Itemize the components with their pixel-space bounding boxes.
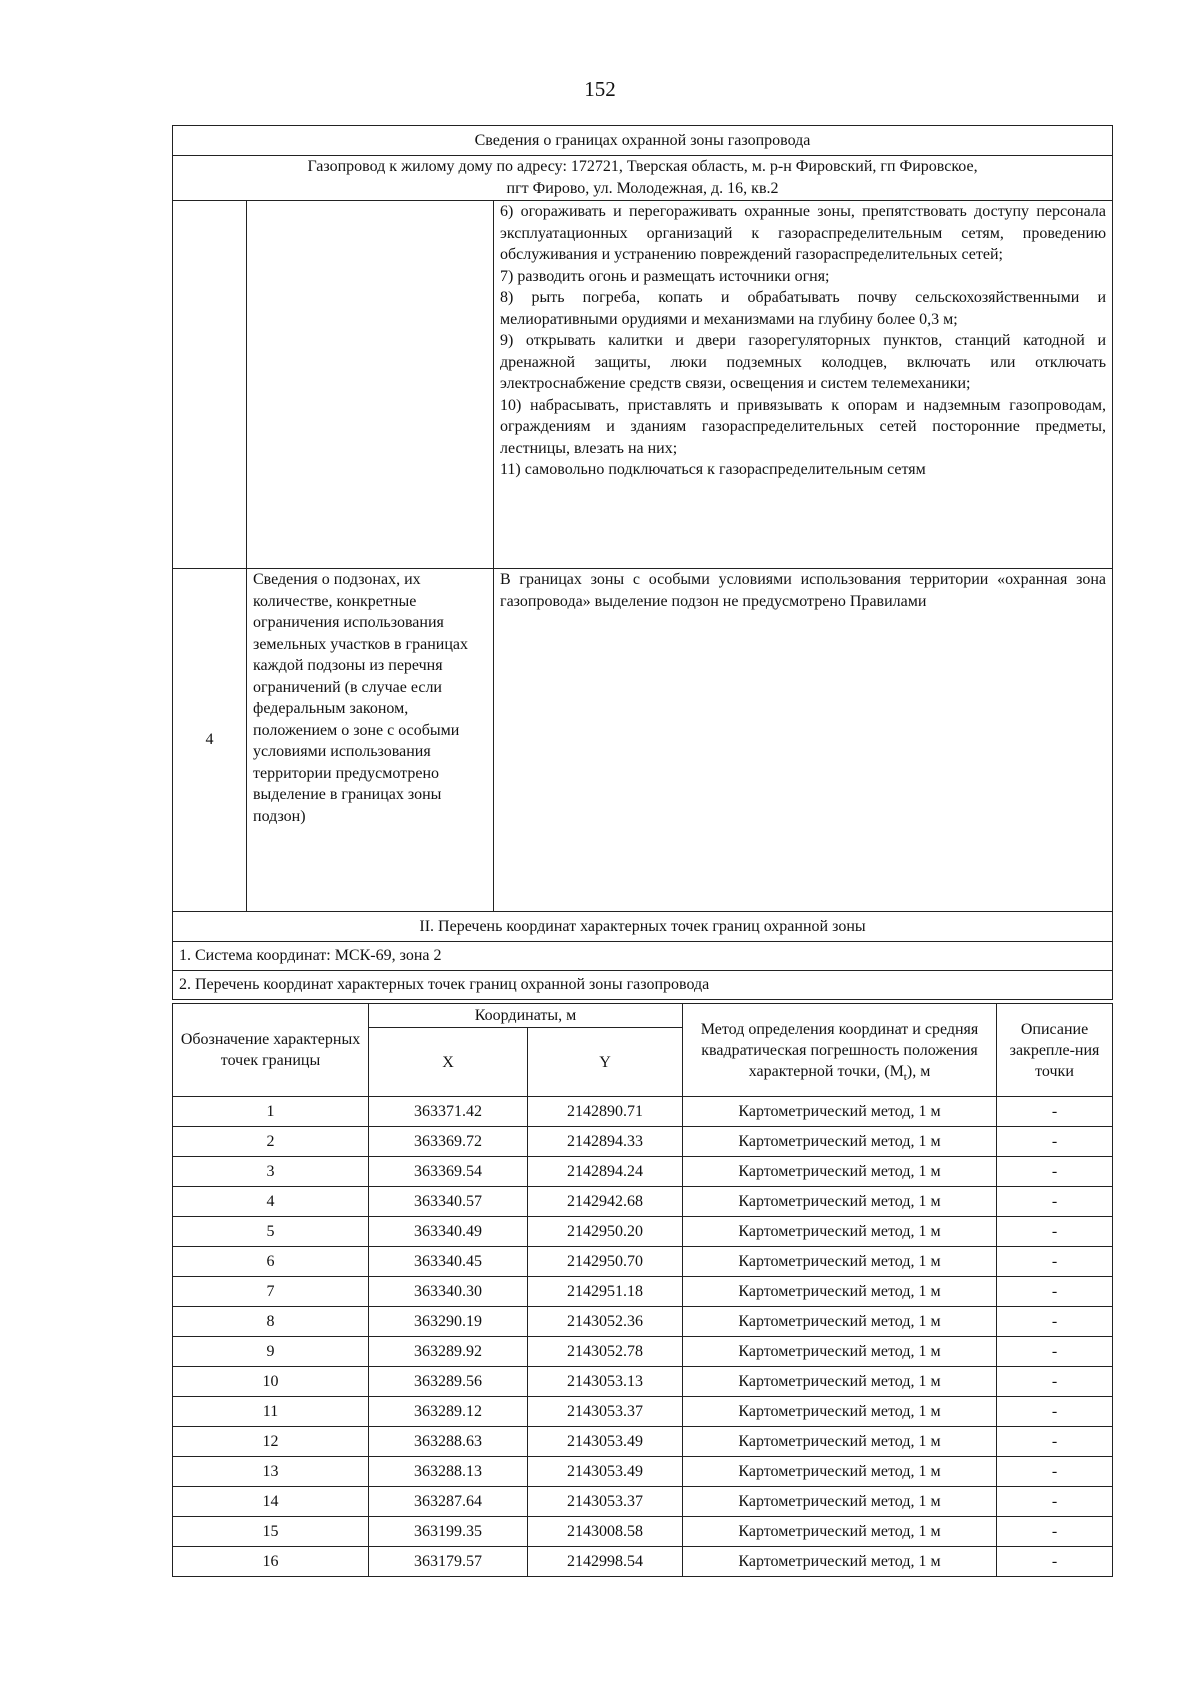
coord-y: 2142951.18 (528, 1277, 683, 1307)
restriction-item: 8) рыть погреба, копать и обрабатывать почву сельскохозяйственными и мелиоративными орудиями и механизмами на глубину более 0,3 м; (500, 289, 1107, 328)
method-header-end: ), м (906, 1062, 931, 1080)
method: Картометрический метод, 1 м (683, 1397, 997, 1427)
restriction-item: 6) огораживать и перегораживать охранные зоны, препятствовать доступу персонала эксплуатационных организаций к газораспределительным сетям, проведению обслуживания и устранению повреждений газораспределительных сетей; (500, 203, 1107, 263)
col-header-description: Описание закрепле-ния точки (997, 1004, 1113, 1097)
method: Картометрический метод, 1 м (683, 1547, 997, 1577)
coord-x: 363371.42 (369, 1097, 528, 1127)
table-row (173, 1187, 1113, 1217)
description: - (997, 1217, 1113, 1247)
zone-info-table (172, 125, 1113, 1000)
description: - (997, 1547, 1113, 1577)
method: Картометрический метод, 1 м (683, 1517, 997, 1547)
point-number: 6 (173, 1247, 369, 1277)
coord-x: 363340.49 (369, 1217, 528, 1247)
coord-x: 363340.30 (369, 1277, 528, 1307)
coord-x: 363288.63 (369, 1427, 528, 1457)
description: - (997, 1427, 1113, 1457)
point-number: 3 (173, 1157, 369, 1187)
coord-y: 2142950.70 (528, 1247, 683, 1277)
method: Картометрический метод, 1 м (683, 1367, 997, 1397)
description: - (997, 1307, 1113, 1337)
point-number: 4 (173, 1187, 369, 1217)
point-number: 7 (173, 1277, 369, 1307)
coordinates-list-title: 2. Перечень координат характерных точек границ охранной зоны газопровода (173, 971, 1113, 1000)
coord-y: 2142942.68 (528, 1187, 683, 1217)
coord-y: 2142890.71 (528, 1097, 683, 1127)
row-number-cell (173, 201, 247, 569)
coord-y: 2143053.13 (528, 1367, 683, 1397)
table-row (173, 1457, 1113, 1487)
restrictions-list (494, 201, 1113, 569)
method: Картометрический метод, 1 м (683, 1457, 997, 1487)
coord-x: 363289.56 (369, 1367, 528, 1397)
col-header-y: Y (528, 1028, 683, 1097)
description: - (997, 1247, 1113, 1277)
table-row (173, 1367, 1113, 1397)
coord-x: 363369.54 (369, 1157, 528, 1187)
point-number: 8 (173, 1307, 369, 1337)
description: - (997, 1187, 1113, 1217)
method: Картометрический метод, 1 м (683, 1097, 997, 1127)
point-number: 11 (173, 1397, 369, 1427)
point-number: 16 (173, 1547, 369, 1577)
method: Картометрический метод, 1 м (683, 1247, 997, 1277)
description: - (997, 1457, 1113, 1487)
coord-y: 2143053.49 (528, 1457, 683, 1487)
point-number: 2 (173, 1127, 369, 1157)
restriction-item: 9) открывать калитки и двери газорегуляторных пунктов, станций катодной и дренажной защиты, люки подземных колодцев, включать или отключать электроснабжение средств связи, освещения и систем телемеханики; (500, 332, 1107, 392)
coord-y: 2143053.49 (528, 1427, 683, 1457)
table-row (173, 1337, 1113, 1367)
coord-y: 2143008.58 (528, 1517, 683, 1547)
subzones-value: В границах зоны с особыми условиями использования территории «охранная зона газопровода» выделение подзон не предусмотрено Правилами (494, 569, 1113, 912)
point-number: 12 (173, 1427, 369, 1457)
coord-x: 363288.13 (369, 1457, 528, 1487)
description: - (997, 1517, 1113, 1547)
col-header-method (683, 1004, 997, 1097)
document-title: Сведения о границах охранной зоны газопровода (173, 126, 1113, 156)
coord-x: 363340.45 (369, 1247, 528, 1277)
description: - (997, 1337, 1113, 1367)
restriction-item: 11) самовольно подключаться к газораспределительным сетям (500, 461, 926, 478)
point-number: 14 (173, 1487, 369, 1517)
page-number: 152 (584, 77, 616, 101)
table-row (173, 1247, 1113, 1277)
point-number: 15 (173, 1517, 369, 1547)
table-row (173, 1217, 1113, 1247)
coord-x: 363340.57 (369, 1187, 528, 1217)
table-row (173, 1127, 1113, 1157)
method: Картометрический метод, 1 м (683, 1157, 997, 1187)
point-number: 5 (173, 1217, 369, 1247)
coord-x: 363289.92 (369, 1337, 528, 1367)
description: - (997, 1367, 1113, 1397)
description: - (997, 1277, 1113, 1307)
col-header-x: X (369, 1028, 528, 1097)
description: - (997, 1127, 1113, 1157)
row-label-cell (247, 201, 494, 569)
coord-y: 2143053.37 (528, 1397, 683, 1427)
description: - (997, 1157, 1113, 1187)
table-row (173, 1517, 1113, 1547)
coordinate-system: 1. Система координат: МСК-69, зона 2 (173, 942, 1113, 971)
method: Картометрический метод, 1 м (683, 1187, 997, 1217)
address-line-2: пгт Фирово, ул. Молодежная, д. 16, кв.2 (506, 179, 779, 197)
coord-y: 2142950.20 (528, 1217, 683, 1247)
method: Картометрический метод, 1 м (683, 1427, 997, 1457)
coord-x: 363287.64 (369, 1487, 528, 1517)
method: Картометрический метод, 1 м (683, 1307, 997, 1337)
coord-y: 2143052.78 (528, 1337, 683, 1367)
table-row (173, 1307, 1113, 1337)
table-row (173, 1427, 1113, 1457)
coord-x: 363199.35 (369, 1517, 528, 1547)
table-row (173, 1397, 1113, 1427)
table-row (173, 1097, 1113, 1127)
method: Картометрический метод, 1 м (683, 1337, 997, 1367)
address-line-1: Газопровод к жилому дому по адресу: 172721, Тверская область, м. р-н Фировский, гп Фировское, (307, 158, 978, 175)
coord-x: 363289.12 (369, 1397, 528, 1427)
coord-y: 2142894.33 (528, 1127, 683, 1157)
coord-y: 2143052.36 (528, 1307, 683, 1337)
col-header-point: Обозначение характерных точек границы (173, 1004, 369, 1097)
section-2-title: II. Перечень координат характерных точек границ охранной зоны (173, 912, 1113, 942)
coord-y: 2142894.24 (528, 1157, 683, 1187)
method: Картометрический метод, 1 м (683, 1487, 997, 1517)
object-address (173, 156, 1113, 201)
coord-x: 363179.57 (369, 1547, 528, 1577)
point-number: 1 (173, 1097, 369, 1127)
description: - (997, 1487, 1113, 1517)
table-row (173, 1277, 1113, 1307)
description: - (997, 1397, 1113, 1427)
point-number: 13 (173, 1457, 369, 1487)
point-number: 10 (173, 1367, 369, 1397)
coord-y: 2142998.54 (528, 1547, 683, 1577)
restriction-item: 10) набрасывать, приставлять и привязывать к опорам и надземным газопроводам, ограждениям и зданиям газораспределительных сетей посторонние предметы, лестницы, влезать на них; (500, 396, 1107, 457)
table-row (173, 1157, 1113, 1187)
point-number: 9 (173, 1337, 369, 1367)
method: Картометрический метод, 1 м (683, 1277, 997, 1307)
coord-x: 363369.72 (369, 1127, 528, 1157)
col-header-coordinates: Координаты, м (369, 1004, 683, 1028)
coord-y: 2143053.37 (528, 1487, 683, 1517)
description: - (997, 1097, 1113, 1127)
method: Картометрический метод, 1 м (683, 1217, 997, 1247)
restriction-item: 7) разводить огонь и размещать источники огня; (500, 267, 830, 285)
method-header-subscript: t (903, 1070, 907, 1083)
method-header-text: Метод определения координат и средняя квадратическая погрешность положения характерной точки, (M (700, 1020, 979, 1080)
row-number: 4 (173, 569, 247, 912)
coord-x: 363290.19 (369, 1307, 528, 1337)
method: Картометрический метод, 1 м (683, 1127, 997, 1157)
subzones-label: Сведения о подзонах, их количестве, конкретные ограничения использования земельных участков в границах каждой подзоны из перечня ограничений (в случае если федеральным законом, положением о зоне с особыми условиями использования территории предусмотрено выделение в границах зоны подзон) (247, 569, 494, 912)
table-row (173, 1547, 1113, 1577)
table-row (173, 1487, 1113, 1517)
coordinates-table (172, 1003, 1113, 1577)
